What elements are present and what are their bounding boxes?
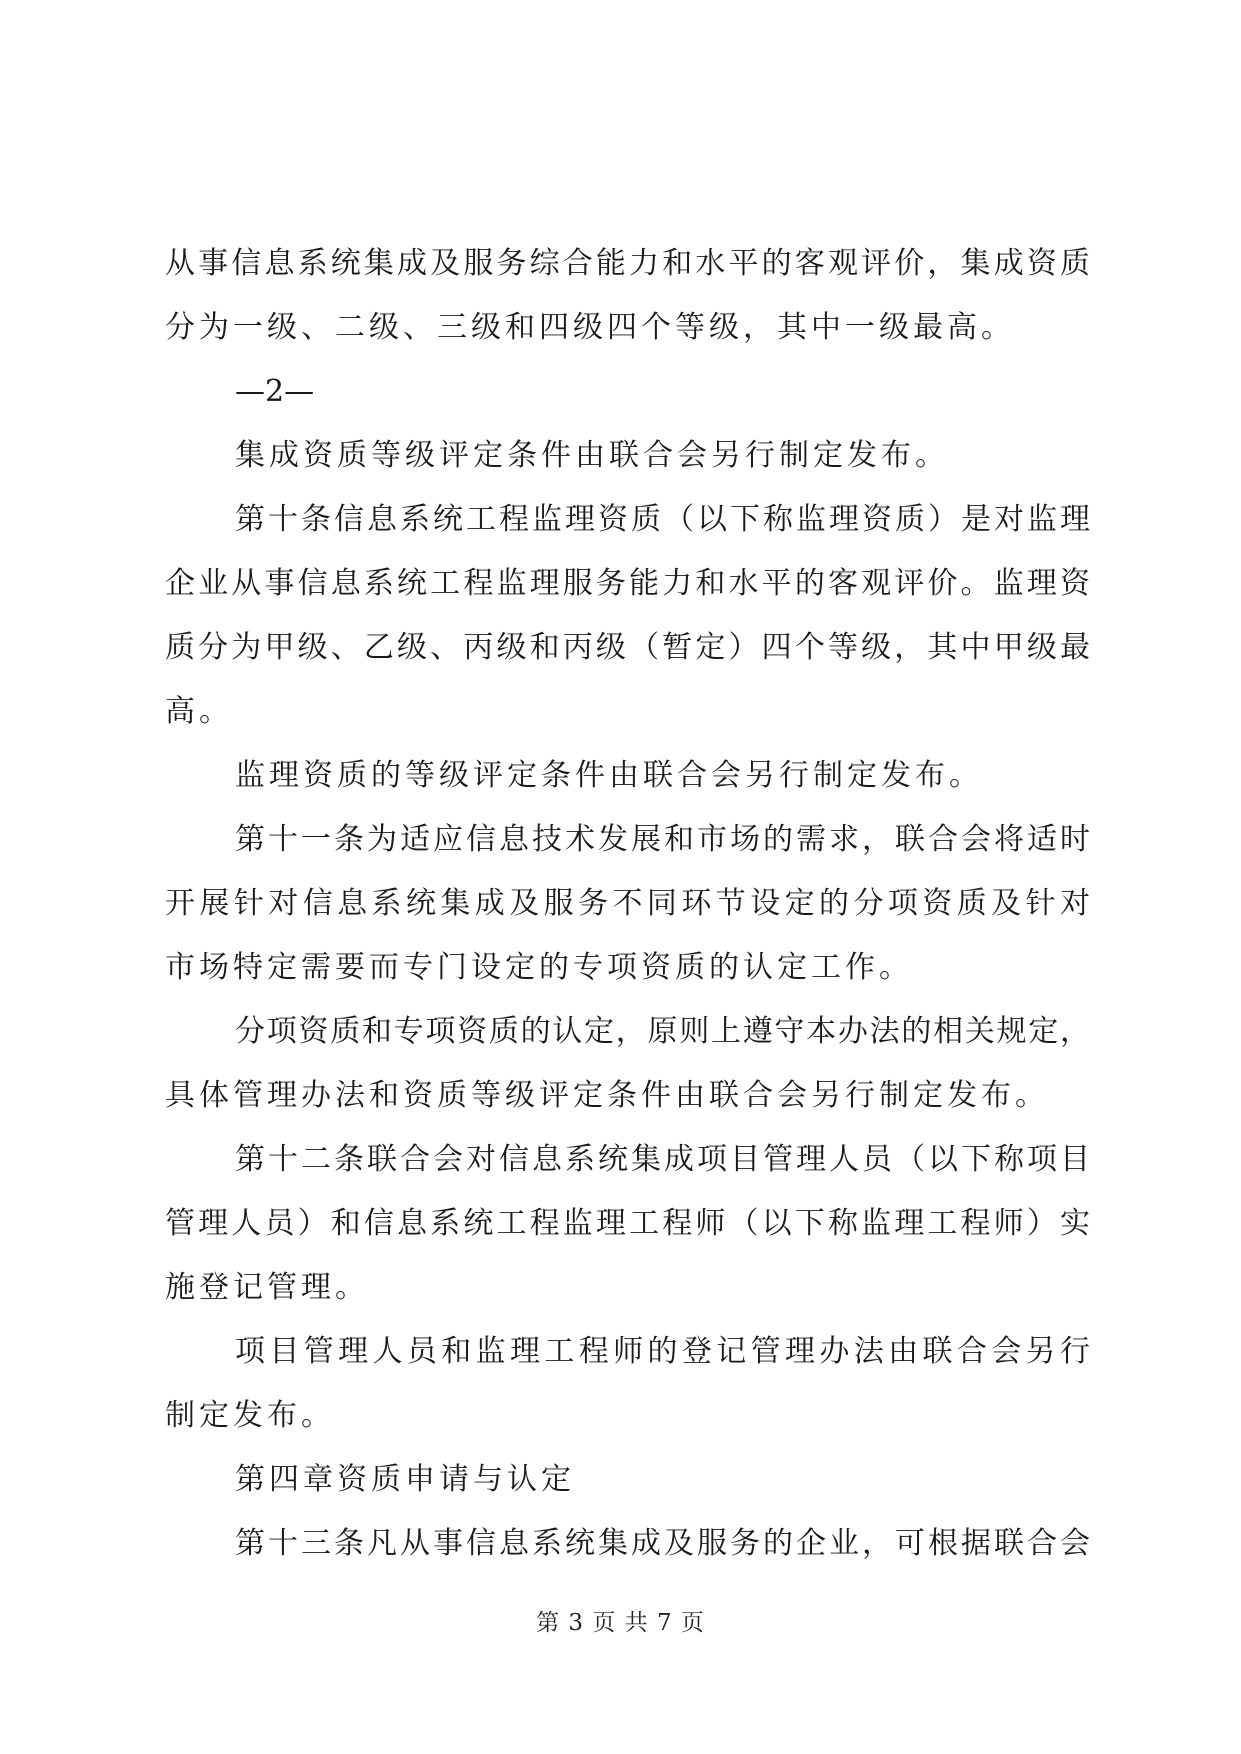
inline-page-marker: —2— bbox=[235, 374, 315, 409]
text-line: 分项资质和专项资质的认定，原则上遵守本办法的相关规定， bbox=[235, 1014, 1090, 1049]
text-line: 企业从事信息系统工程监理服务能力和水平的客观评价。监理资 bbox=[165, 566, 1090, 601]
text-line: 第十三条凡从事信息系统集成及服务的企业，可根据联合会 bbox=[235, 1526, 1090, 1561]
text-line: 施登记管理。 bbox=[165, 1270, 369, 1305]
text-line: 质分为甲级、乙级、丙级和丙级（暂定）四个等级，其中甲级最 bbox=[165, 630, 1090, 665]
text-line: 从事信息系统集成及服务综合能力和水平的客观评价，集成资质 bbox=[165, 246, 1090, 281]
text-line: 第十二条联合会对信息系统集成项目管理人员（以下称项目 bbox=[235, 1142, 1090, 1177]
text-line: 项目管理人员和监理工程师的登记管理办法由联合会另行 bbox=[235, 1334, 1090, 1369]
text-line: 市场特定需要而专门设定的专项资质的认定工作。 bbox=[165, 950, 913, 985]
text-line: 分为一级、二级、三级和四级四个等级，其中一级最高。 bbox=[165, 310, 1015, 345]
text-line: 监理资质的等级评定条件由联合会另行制定发布。 bbox=[235, 758, 983, 793]
text-line: 开展针对信息系统集成及服务不同环节设定的分项资质及针对 bbox=[165, 886, 1090, 921]
text-line: 集成资质等级评定条件由联合会另行制定发布。 bbox=[235, 438, 949, 473]
body-text bbox=[165, 232, 1090, 1576]
chapter-heading: 第四章资质申请与认定 bbox=[235, 1462, 575, 1497]
text-line: 管理人员）和信息系统工程监理工程师（以下称监理工程师）实 bbox=[165, 1206, 1090, 1241]
text-line: 第十一条为适应信息技术发展和市场的需求，联合会将适时 bbox=[235, 822, 1090, 857]
page-footer: 第 3 页 共 7 页 bbox=[536, 1610, 705, 1636]
text-line: 第十条信息系统工程监理资质（以下称监理资质）是对监理 bbox=[235, 502, 1090, 537]
text-line: 具体管理办法和资质等级评定条件由联合会另行制定发布。 bbox=[165, 1078, 1049, 1113]
text-line: 制定发布。 bbox=[165, 1398, 335, 1433]
text-line: 高。 bbox=[165, 694, 233, 729]
